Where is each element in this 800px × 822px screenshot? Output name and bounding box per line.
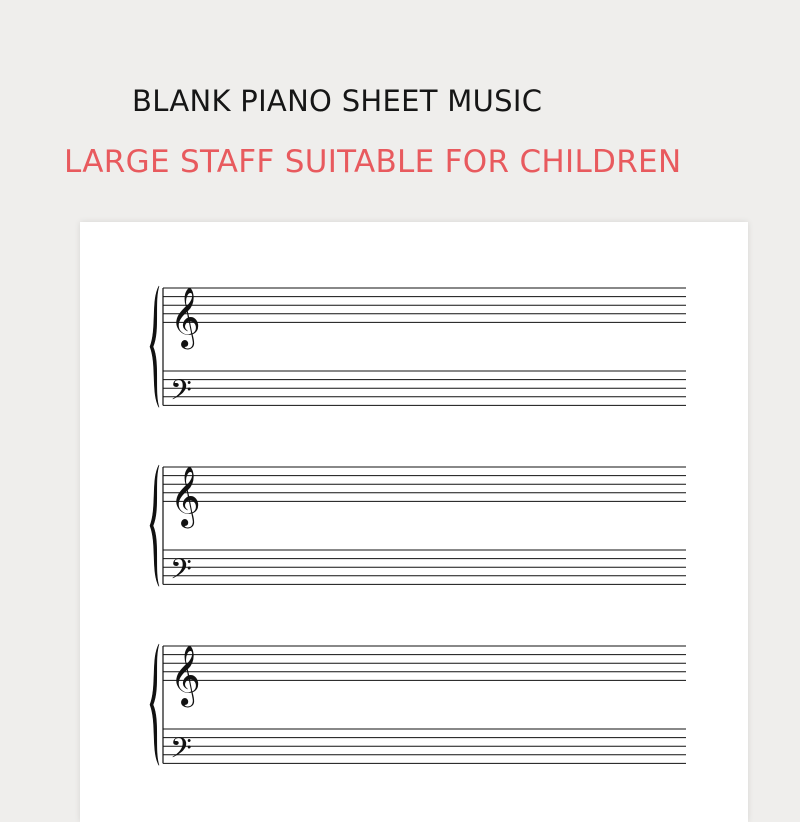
brace-icon [150, 286, 159, 407]
treble-clef-icon: 𝄞 [170, 645, 201, 706]
treble-clef-icon: 𝄞 [170, 287, 201, 348]
brace-icon [150, 644, 159, 765]
treble-clef-icon: 𝄞 [170, 466, 201, 527]
staff-canvas [80, 222, 748, 800]
page-subtitle: LARGE STAFF SUITABLE FOR CHILDREN [64, 144, 682, 180]
bass-clef-icon: 𝄢 [170, 373, 192, 414]
page-title: BLANK PIANO SHEET MUSIC [132, 84, 543, 118]
bass-clef-icon: 𝄢 [170, 731, 192, 772]
music-sheet [80, 222, 748, 822]
bass-clef-icon: 𝄢 [170, 552, 192, 593]
brace-icon [150, 465, 159, 586]
